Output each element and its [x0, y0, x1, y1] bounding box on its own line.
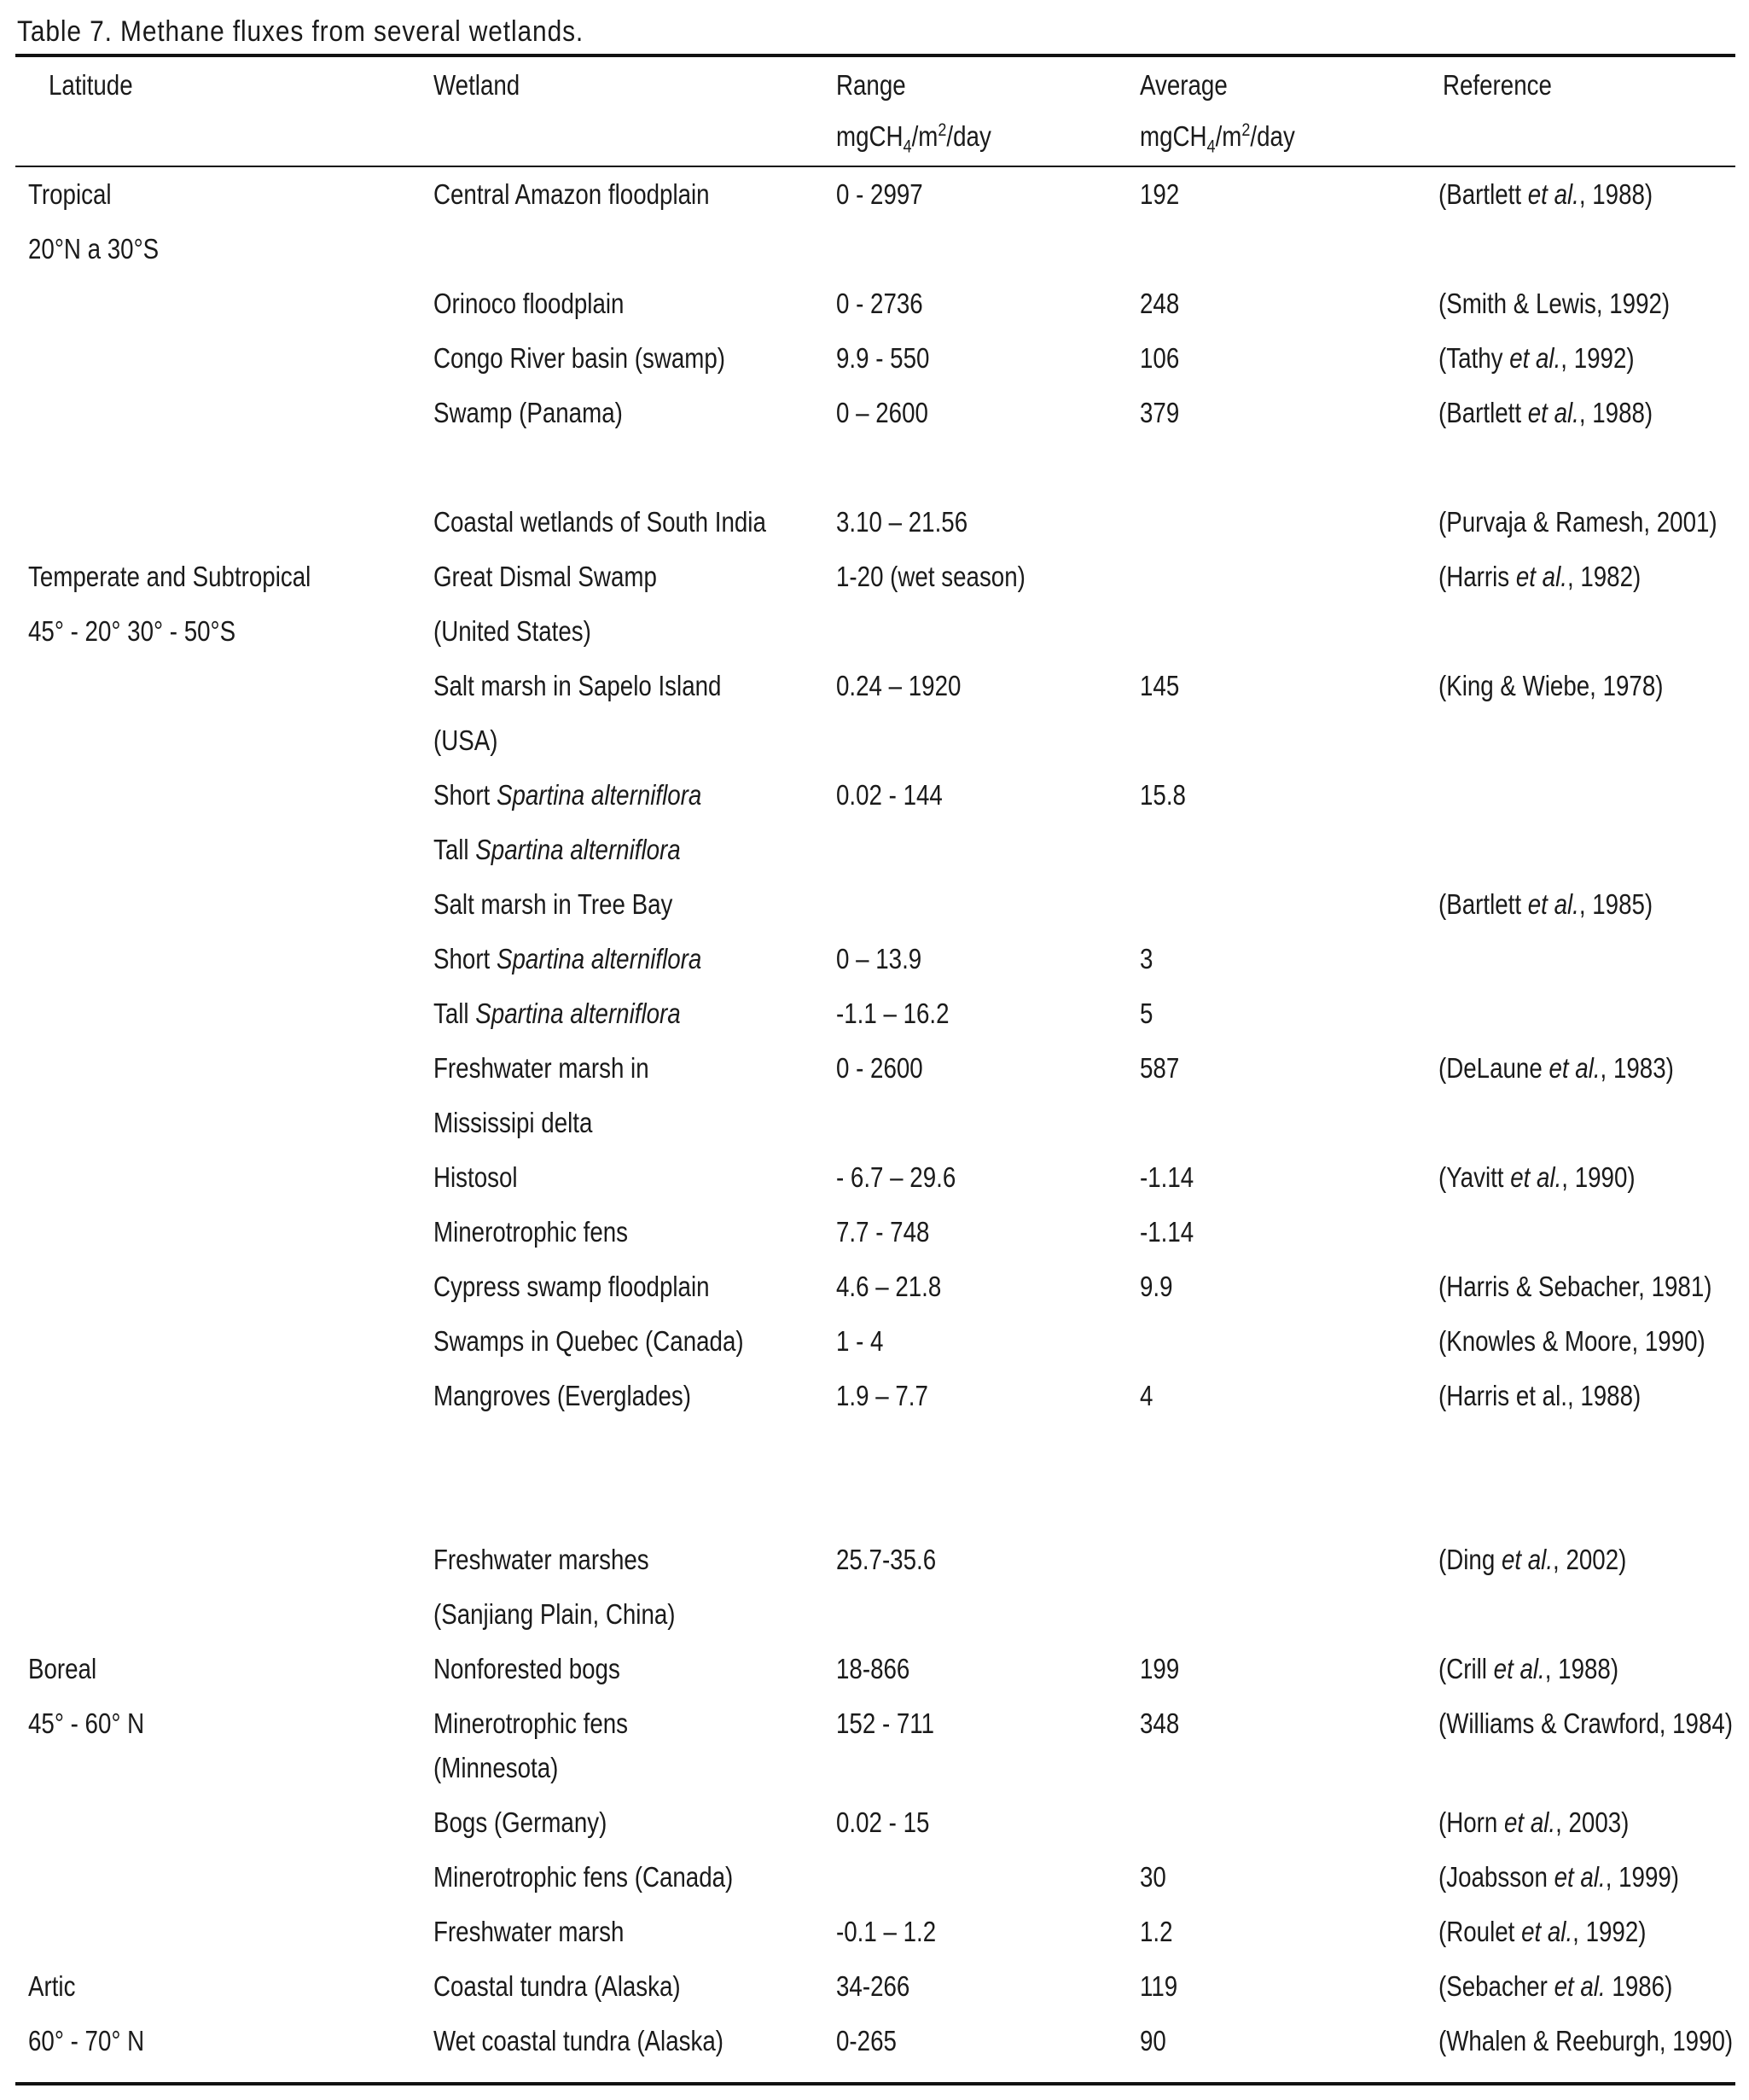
average-cell: 1.2	[1140, 1916, 1173, 1947]
wetland-cell: Minerotrophic fens	[433, 1216, 629, 1248]
average-cell: 4	[1140, 1380, 1153, 1411]
wetland-cell: Tall Spartina alterniflora	[433, 834, 681, 865]
reference-cell: (Tathy et al., 1992)	[1438, 342, 1635, 374]
range-cell: 0 - 2736	[836, 288, 923, 319]
reference-cell: (DeLaune et al., 1983)	[1438, 1052, 1674, 1084]
average-cell: 248	[1140, 288, 1180, 319]
average-cell: -1.14	[1140, 1216, 1194, 1248]
average-cell: 3	[1140, 943, 1153, 974]
average-cell: 30	[1140, 1861, 1166, 1893]
range-cell: 1.9 – 7.7	[836, 1380, 928, 1411]
reference-cell: (Williams & Crawford, 1984)	[1438, 1707, 1734, 1739]
range-cell: 0.02 - 144	[836, 779, 943, 811]
wetland-cell: Cypress swamp floodplain	[433, 1271, 710, 1302]
average-cell: 15.8	[1140, 779, 1186, 811]
range-cell: -1.1 – 16.2	[836, 998, 950, 1029]
wetland-cell: Mississipi delta	[433, 1107, 593, 1138]
reference-cell: (Bartlett et al., 1988)	[1438, 397, 1653, 428]
wetland-cell: Minerotrophic fens (Canada)	[433, 1861, 734, 1893]
reference-cell: (Crill et al., 1988)	[1438, 1653, 1619, 1684]
latitude-cell: Temperate and Subtropical	[28, 561, 311, 592]
header-range: Range	[836, 69, 906, 101]
wetland-cell: (United States)	[433, 615, 591, 647]
wetland-cell: Salt marsh in Sapelo Island	[433, 670, 722, 701]
reference-cell: (Harris et al., 1988)	[1438, 1380, 1642, 1411]
wetland-cell: Freshwater marsh in	[433, 1052, 649, 1084]
wetland-cell: Orinoco floodplain	[433, 288, 625, 319]
range-cell: 0-265	[836, 2025, 897, 2056]
latitude-cell: 60° - 70° N	[28, 2025, 145, 2056]
reference-cell: (Whalen & Reeburgh, 1990)	[1438, 2025, 1734, 2056]
bottom-rule	[15, 2082, 1735, 2085]
range-cell: 0.24 – 1920	[836, 670, 962, 701]
reference-cell: (Horn et al., 2003)	[1438, 1806, 1630, 1838]
header-rule	[15, 166, 1735, 167]
range-cell: 1-20 (wet season)	[836, 561, 1026, 592]
average-cell: 5	[1140, 998, 1153, 1029]
wetland-cell: Swamp (Panama)	[433, 397, 623, 428]
latitude-cell: 45° - 20° 30° - 50°S	[28, 615, 236, 647]
reference-cell: (Smith & Lewis, 1992)	[1438, 288, 1671, 319]
latitude-cell: Boreal	[28, 1653, 97, 1684]
wetland-cell: Salt marsh in Tree Bay	[433, 888, 673, 920]
reference-cell: (Yavitt et al., 1990)	[1438, 1161, 1636, 1193]
average-cell: 348	[1140, 1707, 1180, 1739]
wetland-cell: Central Amazon floodplain	[433, 178, 710, 210]
average-unit: $mgCH_4/m^2$/day	[1140, 119, 1295, 157]
header-latitude: Latitude	[49, 69, 133, 101]
average-cell: 9.9	[1140, 1271, 1173, 1302]
range-cell: 0 – 2600	[836, 397, 928, 428]
wetland-cell: Freshwater marsh	[433, 1916, 625, 1947]
reference-cell: (Roulet et al., 1992)	[1438, 1916, 1647, 1947]
range-cell: 0 - 2997	[836, 178, 923, 210]
wetland-cell: Minerotrophic fens	[433, 1707, 629, 1739]
wetland-cell: Histosol	[433, 1161, 518, 1193]
average-cell: 192	[1140, 178, 1180, 210]
wetland-cell: Great Dismal Swamp	[433, 561, 657, 592]
wetland-cell: Short Spartina alterniflora	[433, 943, 702, 974]
reference-cell: (Bartlett et al., 1985)	[1438, 888, 1653, 920]
wetland-cell: Congo River basin (swamp)	[433, 342, 726, 374]
average-cell: 587	[1140, 1052, 1180, 1084]
reference-cell: (Harris et al., 1982)	[1438, 561, 1642, 592]
wetland-cell: Swamps in Quebec (Canada)	[433, 1325, 744, 1357]
wetland-cell: Bogs (Germany)	[433, 1806, 607, 1838]
wetland-cell: Short Spartina alterniflora	[433, 779, 702, 811]
average-cell: 199	[1140, 1653, 1180, 1684]
header-wetland: Wetland	[433, 69, 520, 101]
reference-cell: (Joabsson et al., 1999)	[1438, 1861, 1680, 1893]
range-cell: 0 – 13.9	[836, 943, 922, 974]
wetland-cell: Coastal wetlands of South India	[433, 506, 766, 538]
range-cell: 0.02 - 15	[836, 1806, 930, 1838]
reference-cell: (King & Wiebe, 1978)	[1438, 670, 1664, 701]
wetland-cell: Wet coastal tundra (Alaska)	[433, 2025, 723, 2056]
range-cell: - 6.7 – 29.6	[836, 1161, 956, 1193]
range-cell: 1 - 4	[836, 1325, 884, 1357]
reference-cell: (Knowles & Moore, 1990)	[1438, 1325, 1705, 1357]
average-cell: -1.14	[1140, 1161, 1194, 1193]
average-cell: 379	[1140, 397, 1180, 428]
top-rule	[15, 54, 1735, 57]
average-cell: 90	[1140, 2025, 1166, 2056]
range-cell: 7.7 - 748	[836, 1216, 930, 1248]
wetland-cell: Coastal tundra (Alaska)	[433, 1970, 681, 2002]
header-average: Average	[1140, 69, 1228, 101]
table-caption: Table 7. Methane fluxes from several wetlands.	[17, 15, 584, 48]
header-reference: Reference	[1443, 69, 1552, 101]
range-cell: 4.6 – 21.8	[836, 1271, 942, 1302]
range-unit: $mgCH_4/m^2$/day	[836, 119, 991, 157]
latitude-cell: Artic	[28, 1970, 76, 2002]
range-cell: 34-266	[836, 1970, 910, 2002]
latitude-cell: Tropical	[28, 178, 112, 210]
range-cell: 0 - 2600	[836, 1052, 923, 1084]
range-cell: -0.1 – 1.2	[836, 1916, 937, 1947]
wetland-cell: Freshwater marshes	[433, 1544, 649, 1575]
wetland-cell: Mangroves (Everglades)	[433, 1380, 691, 1411]
latitude-cell: 20°N a 30°S	[28, 233, 160, 265]
reference-cell: (Sebacher et al. 1986)	[1438, 1970, 1673, 2002]
average-cell: 145	[1140, 670, 1180, 701]
range-cell: 3.10 – 21.56	[836, 506, 968, 538]
range-cell: 9.9 - 550	[836, 342, 930, 374]
wetland-cell: (Sanjiang Plain, China)	[433, 1598, 676, 1630]
wetland-cell: (Minnesota)	[433, 1752, 559, 1783]
range-cell: 25.7-35.6	[836, 1544, 937, 1575]
wetland-cell: (USA)	[433, 724, 498, 756]
wetland-cell: Tall Spartina alterniflora	[433, 998, 681, 1029]
wetland-cell: Nonforested bogs	[433, 1653, 620, 1684]
reference-cell: (Harris & Sebacher, 1981)	[1438, 1271, 1712, 1302]
reference-cell: (Ding et al., 2002)	[1438, 1544, 1627, 1575]
reference-cell: (Purvaja & Ramesh, 2001)	[1438, 506, 1717, 538]
average-cell: 119	[1140, 1970, 1178, 2002]
reference-cell: (Bartlett et al., 1988)	[1438, 178, 1653, 210]
range-cell: 152 - 711	[836, 1707, 935, 1739]
average-cell: 106	[1140, 342, 1180, 374]
latitude-cell: 45° - 60° N	[28, 1707, 145, 1739]
range-cell: 18-866	[836, 1653, 910, 1684]
